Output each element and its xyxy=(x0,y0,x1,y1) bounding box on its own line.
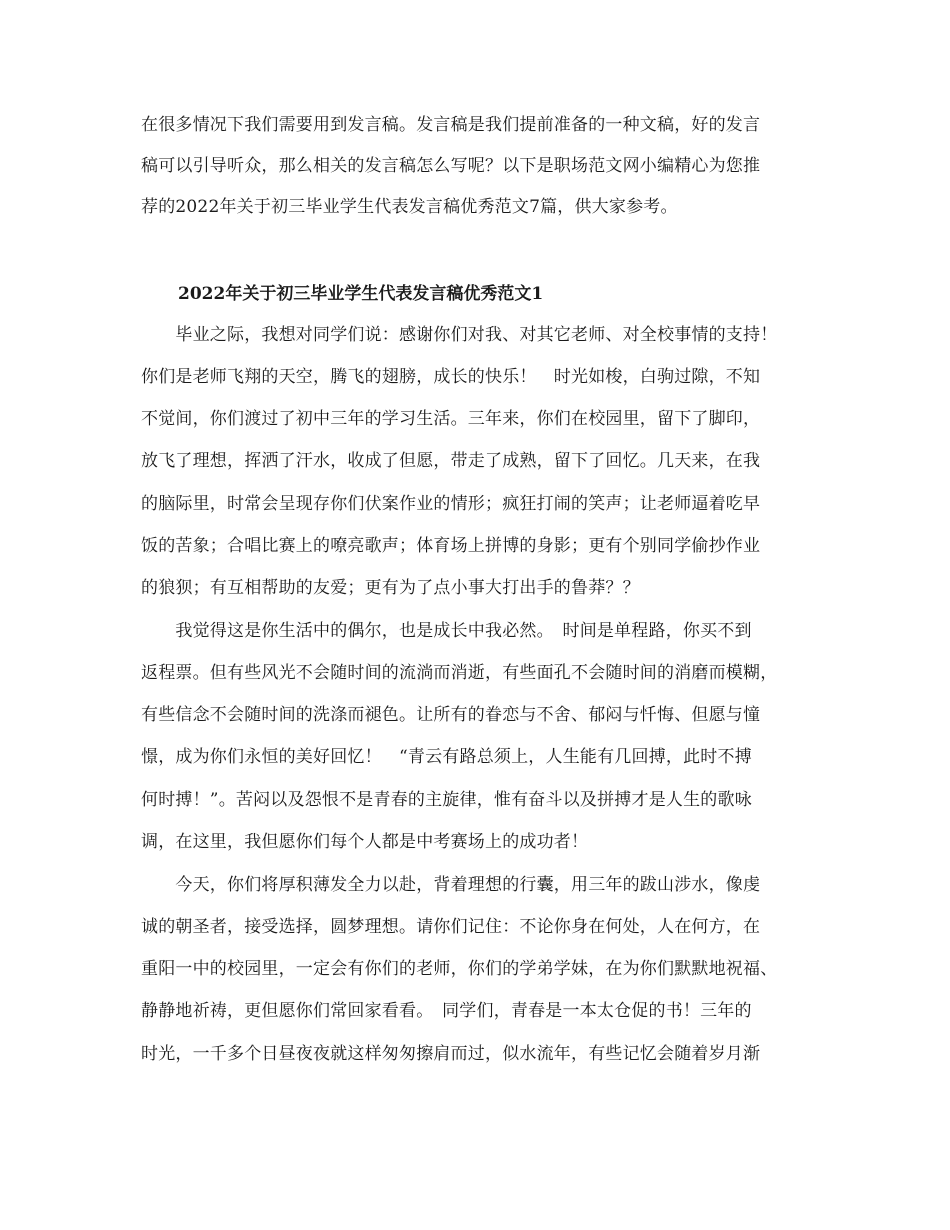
body-line: 有些信念不会随时间的洗涤而褪色。让所有的眷恋与不舍、郁闷与忏悔、但愿与憧 xyxy=(141,705,761,725)
body-line: 饭的苦象；合唱比赛上的嘹亮歌声；体育场上拼博的身影；更有个别同学偷抄作业 xyxy=(141,536,761,556)
body-line: 何时搏！”。苦闷以及怨恨不是青春的主旋律，惟有奋斗以及拼搏才是人生的歌咏 xyxy=(141,790,752,810)
body-line: 的脑际里，时常会呈现存你们伏案作业的情形；疯狂打闹的笑声；让老师逼着吃早 xyxy=(141,494,761,514)
body-line: 返程票。但有些风光不会随时间的流淌而消逝，有些面孔不会随时间的消磨而模糊， xyxy=(141,663,778,683)
body-line: 憬，成为你们永恒的美好回忆！ “青云有路总须上，人生能有几回搏，此时不搏 xyxy=(141,747,752,767)
body-line: 静静地祈祷，更但愿你们常回家看看。 同学们，青春是一本太仓促的书！三年的 xyxy=(141,1001,752,1021)
body-line: 我觉得这是你生活中的偶尔，也是成长中我必然。 时间是单程路，你买不到 xyxy=(141,621,752,641)
intro-line: 稿可以引导听众，那么相关的发言稿怎么写呢？以下是职场范文网小编精心为您推 xyxy=(141,156,761,176)
body-line: 你们是老师飞翔的天空，腾飞的翅膀，成长的快乐！ 时光如梭，白驹过隙，不知 xyxy=(141,367,761,387)
intro-line: 荐的2022年关于初三毕业学生代表发言稿优秀范文7篇，供大家参考。 xyxy=(141,197,678,217)
section-heading: 2022年关于初三毕业学生代表发言稿优秀范文1 xyxy=(178,284,544,304)
body-line: 的狼狈；有互相帮助的友爱；更有为了点小事大打出手的鲁莽？？ xyxy=(141,578,640,598)
body-line: 不觉间，你们渡过了初中三年的学习生活。三年来，你们在校园里，留下了脚印， xyxy=(141,409,761,429)
body-line: 调，在这里，我但愿你们每个人都是中考赛场上的成功者！ xyxy=(141,832,589,852)
body-line: 重阳一中的校园里，一定会有你们的老师，你们的学弟学妹，在为你们默默地祝福、 xyxy=(141,959,778,979)
body-line: 诚的朝圣者，接受选择，圆梦理想。请你们记住：不论你身在何处，人在何方，在 xyxy=(141,917,761,937)
body-line: 时光，一千多个日昼夜夜就这样匆匆擦肩而过，似水流年，有些记忆会随着岁月渐 xyxy=(141,1044,761,1064)
intro-line: 在很多情况下我们需要用到发言稿。发言稿是我们提前准备的一种文稿，好的发言 xyxy=(141,115,761,135)
body-line: 放飞了理想，挥洒了汗水，收成了但愿，带走了成熟，留下了回忆。几天来，在我 xyxy=(141,451,761,471)
body-line: 今天，你们将厚积薄发全力以赴，背着理想的行囊，用三年的跋山涉水，像虔 xyxy=(141,875,761,895)
body-line: 毕业之际，我想对同学们说：感谢你们对我、对其它老师、对全校事情的支持！ xyxy=(141,325,778,345)
